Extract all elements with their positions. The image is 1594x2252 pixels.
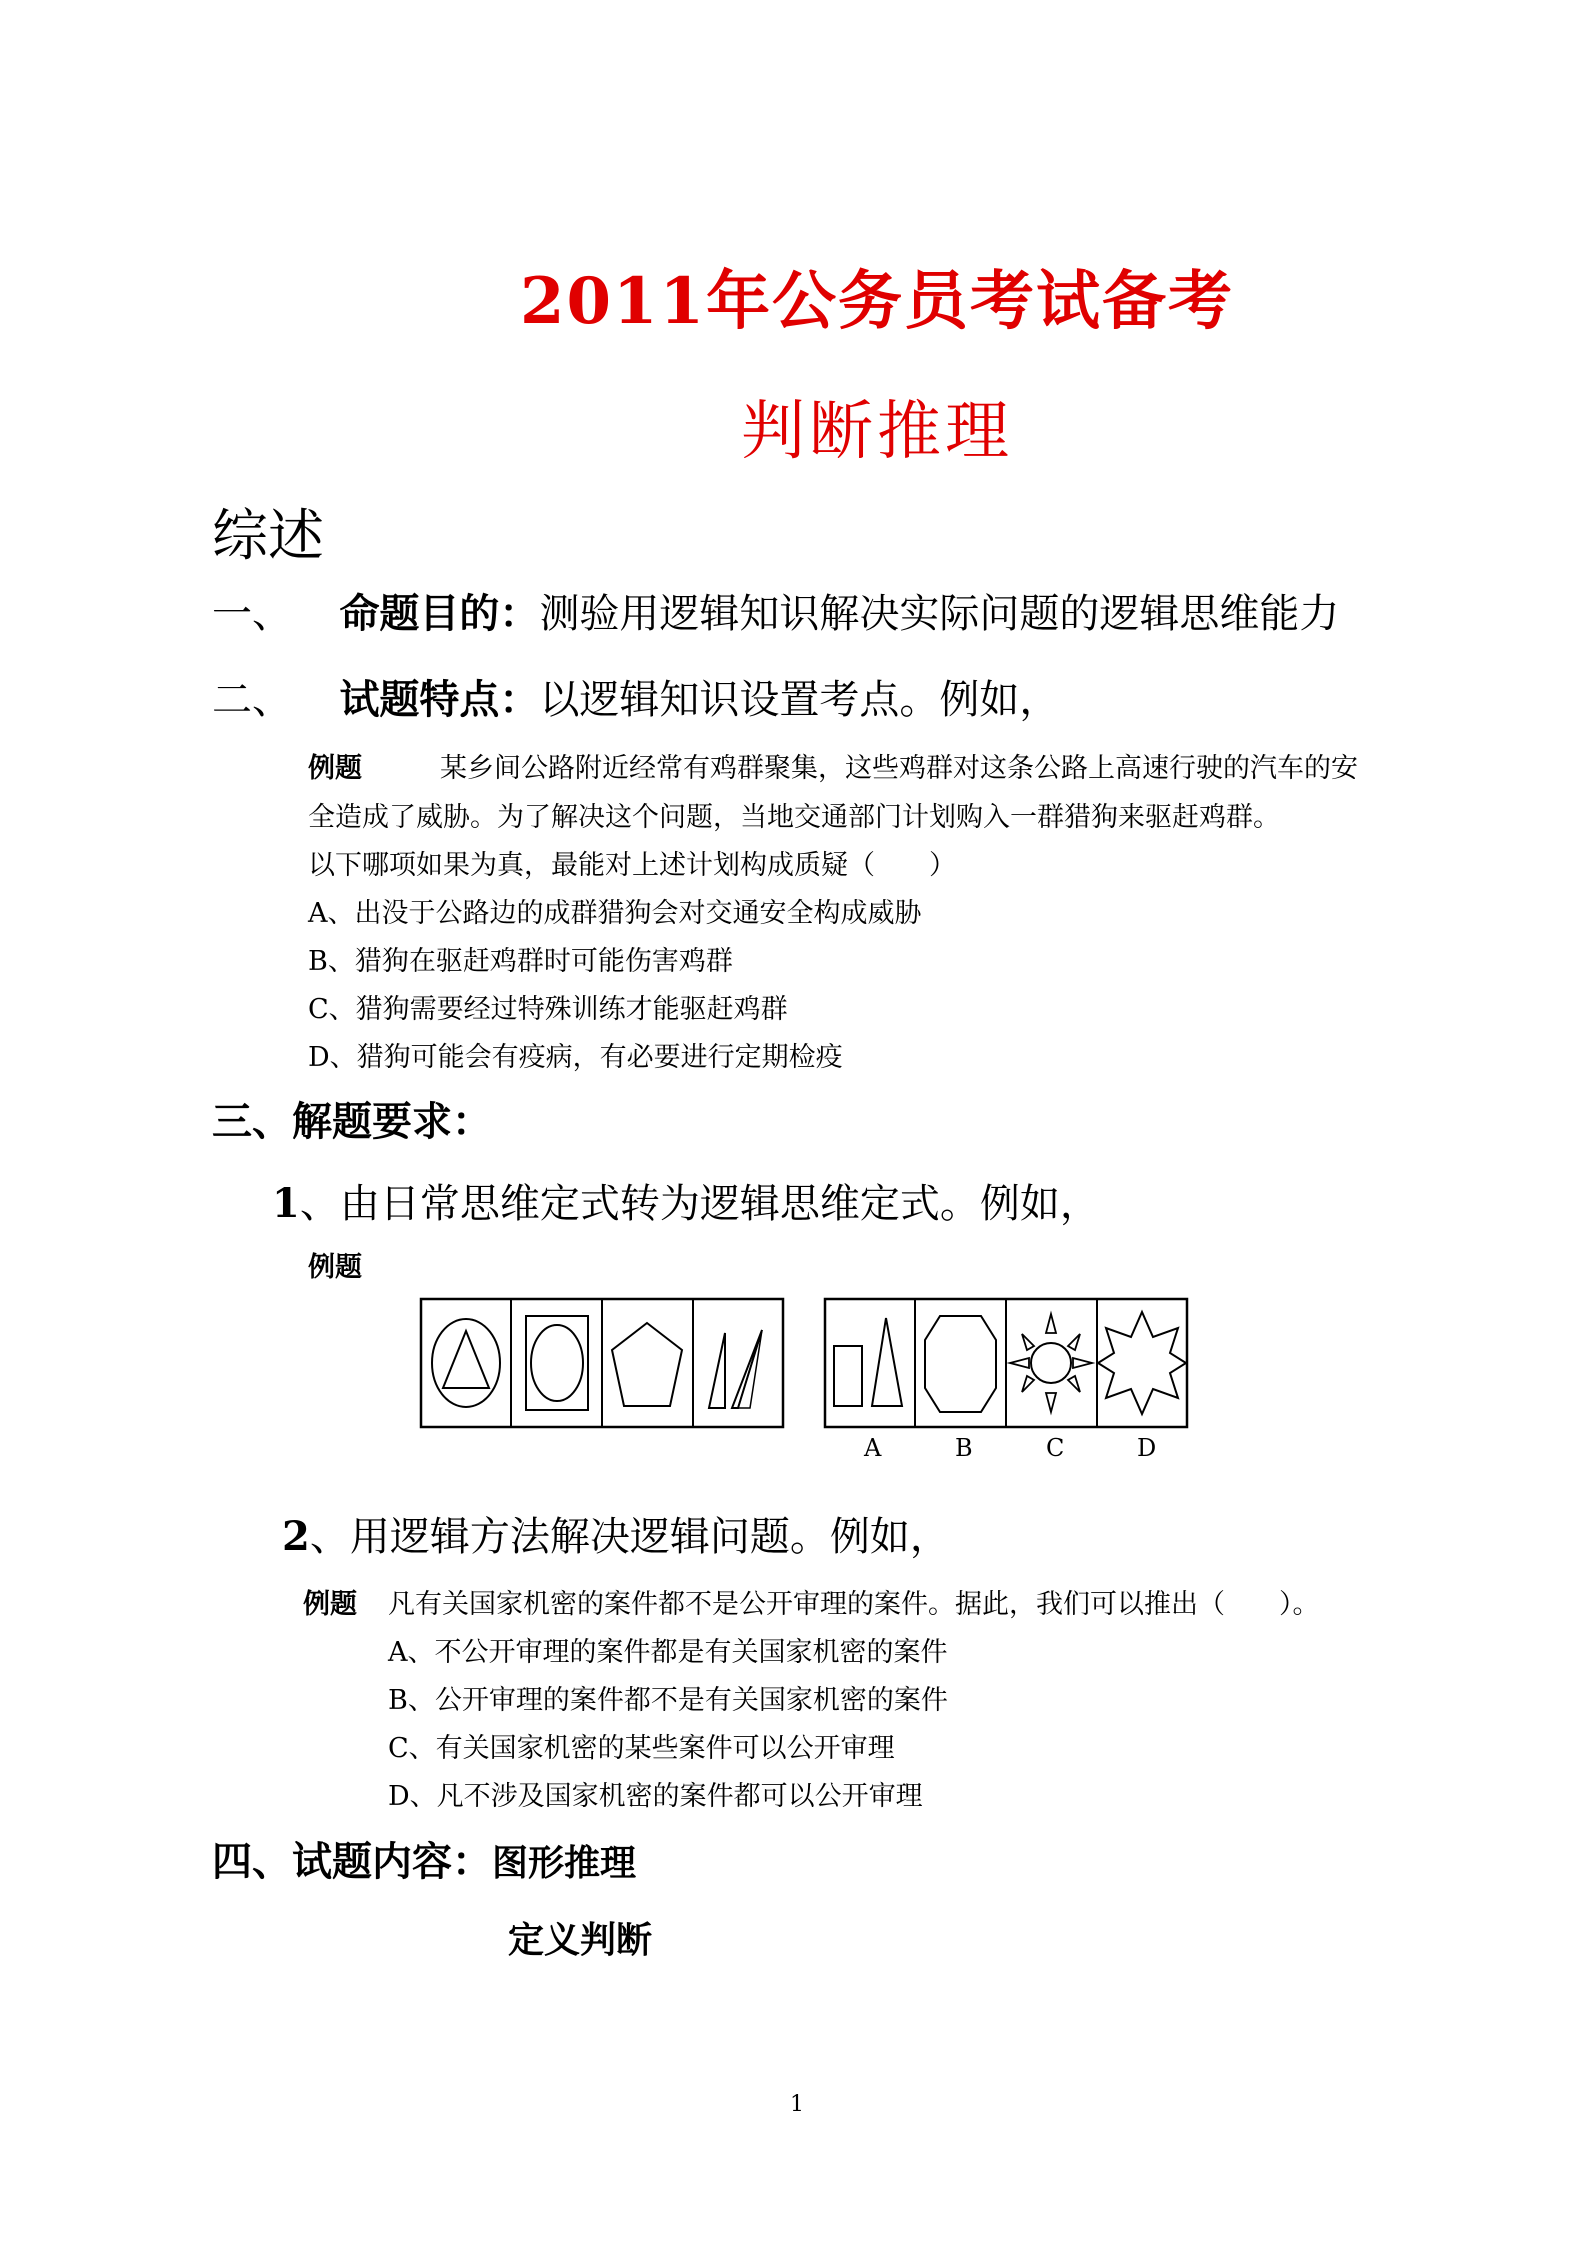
example-line: 全造成了威胁。为了解决这个问题，当地交通部门计划购入一群猎狗来驱赶鸡群。: [308, 802, 1280, 833]
option-d: D、凡不涉及国家机密的案件都可以公开审理: [388, 1781, 923, 1812]
option-a: A、不公开审理的案件都是有关国家机密的案件: [388, 1637, 948, 1668]
example-question: 以下哪项如果为真，最能对上述计划构成质疑（ ）: [308, 850, 956, 881]
option-d: D、猎狗可能会有疫病，有必要进行定期检疫: [308, 1042, 843, 1073]
two-triangles-figure: [709, 1333, 725, 1408]
option-b: B、公开审理的案件都不是有关国家机密的案件: [388, 1685, 948, 1716]
example-label: 例题: [308, 1252, 362, 1283]
item-label: 试题特点：: [339, 676, 540, 723]
section-heading: 综述: [212, 504, 324, 569]
document-subtitle: 判断推理: [741, 395, 1013, 469]
option-letter-d: D: [1137, 1434, 1157, 1462]
option-c-figure: [1010, 1314, 1092, 1412]
example-line: 某乡间公路附近经常有鸡群聚集，这些鸡群对这条公路上高速行驶的汽车的安: [440, 753, 1358, 784]
figure-options-row: [824, 1298, 1188, 1428]
document-title: 2011年公务员考试备考: [519, 264, 1235, 339]
page-number: 1: [790, 2092, 804, 2117]
option-c: C、猎狗需要经过特殊训练才能驱赶鸡群: [308, 994, 788, 1025]
section-label: 四、试题内容：: [212, 1838, 492, 1885]
content-item: 定义判断: [508, 1919, 653, 1961]
option-b-figure: [925, 1316, 996, 1412]
requirement-text: 、由日常思维定式转为逻辑思维定式。例如，: [299, 1181, 1100, 1227]
item-number: 一、: [212, 591, 292, 637]
figure-stem-row: [420, 1298, 784, 1428]
option-a: A、出没于公路边的成群猎狗会对交通安全构成威胁: [308, 898, 922, 929]
item-text: 测验用逻辑知识解决实际问题的逻辑思维能力: [539, 591, 1340, 637]
requirement-number: 1: [272, 1180, 300, 1227]
requirement-number: 2: [282, 1513, 310, 1560]
example-stem: 凡有关国家机密的案件都不是公开审理的案件。据此，我们可以推出（ ）。: [388, 1589, 1320, 1620]
option-letter-a: A: [864, 1434, 882, 1462]
item-features: [212, 668, 1059, 725]
option-letter-c: C: [1046, 1434, 1065, 1462]
square-ellipse-figure: [526, 1316, 588, 1410]
section-content: [212, 1830, 636, 1887]
item-purpose: [212, 582, 1339, 639]
requirement-2: [282, 1505, 950, 1562]
option-a-figure: [834, 1346, 862, 1406]
requirement-text: 、用逻辑方法解决逻辑问题。例如，: [309, 1514, 950, 1560]
option-c: C、有关国家机密的某些案件可以公开审理: [388, 1733, 895, 1764]
option-b: B、猎狗在驱赶鸡群时可能伤害鸡群: [308, 946, 733, 977]
item-text: 以逻辑知识设置考点。例如，: [539, 677, 1060, 723]
example-label: 例题: [303, 1589, 357, 1620]
option-d-figure: [1098, 1312, 1186, 1414]
section-requirements: 三、解题要求：: [212, 1098, 492, 1145]
content-item: 图形推理: [492, 1842, 637, 1884]
item-number: 二、: [212, 677, 292, 723]
item-label: 命题目的：: [339, 590, 540, 637]
option-letter-b: B: [955, 1434, 973, 1462]
example-label: 例题: [308, 753, 362, 784]
requirement-1: [272, 1172, 1100, 1229]
pentagon-figure: [612, 1323, 682, 1406]
